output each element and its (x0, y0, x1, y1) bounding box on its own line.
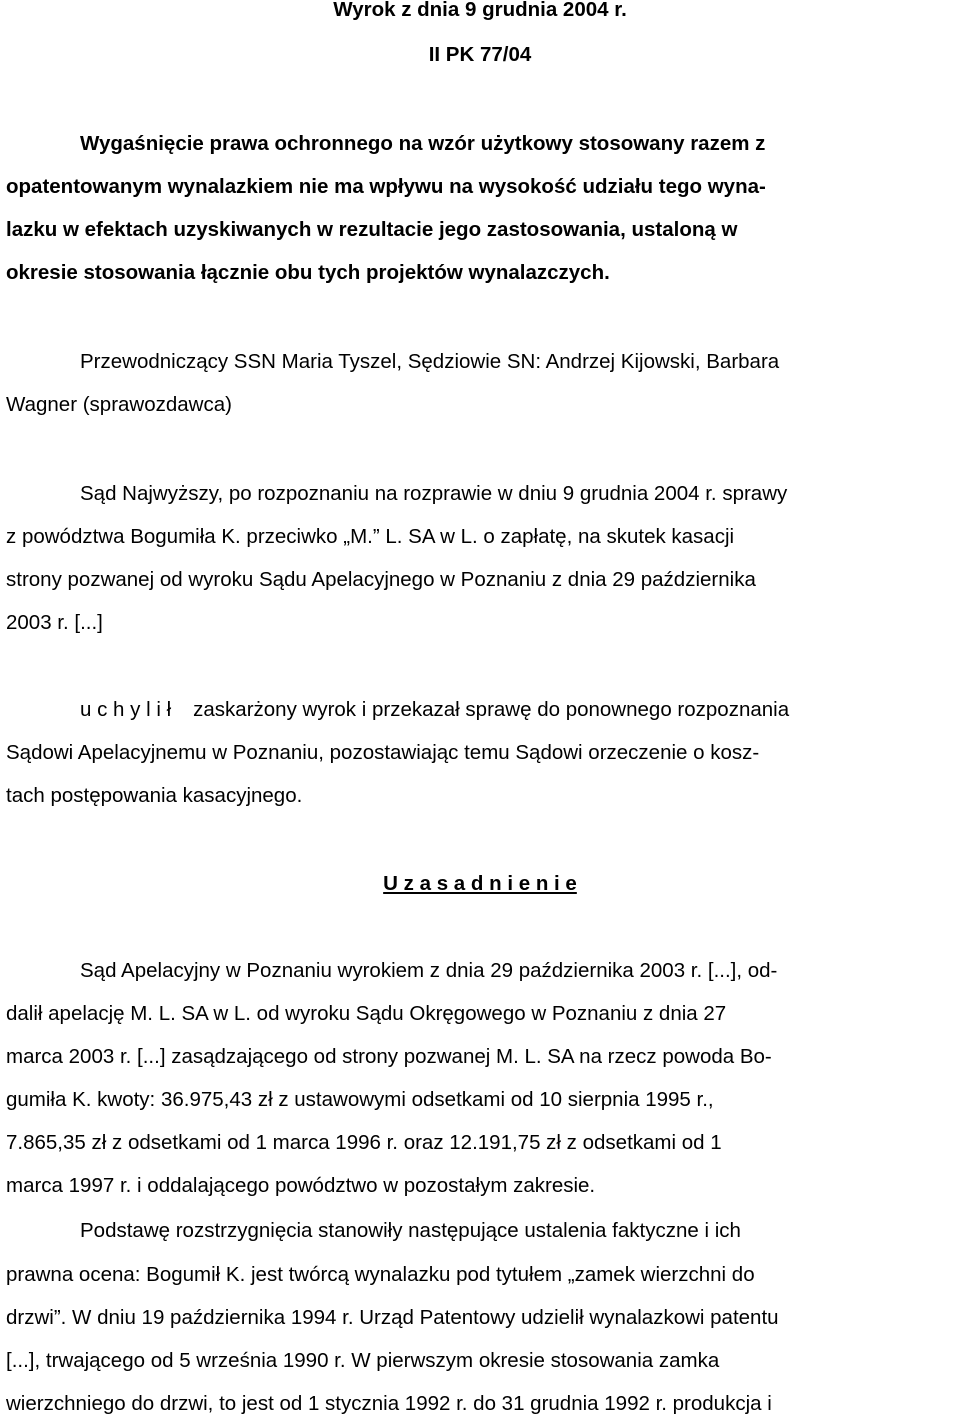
thesis-line: opatentowanym wynalazkiem nie ma wpływu na wysokość udziału tego wyna- (6, 175, 766, 198)
thesis-line: lazku w efektach uzyskiwanych w rezultacie jego zastosowania, ustaloną w (6, 218, 738, 241)
intro-line: Sąd Najwyższy, po rozpoznaniu na rozprawie w dniu 9 grudnia 2004 r. sprawy (80, 482, 788, 505)
paragraph-line: 7.865,35 zł z odsetkami od 1 marca 1996 r. oraz 12.191,75 zł z odsetkami od 1 (6, 1131, 722, 1154)
ruling-line: tach postępowania kasacyjnego. (6, 784, 303, 807)
intro-line: 2003 r. [...] (6, 611, 103, 634)
panel-line: Wagner (sprawozdawca) (6, 393, 232, 416)
paragraph-line: Podstawę rozstrzygnięcia stanowiły następujące ustalenia faktyczne i ich (80, 1219, 741, 1242)
paragraph-line: marca 2003 r. [...] zasądzającego od strony pozwanej M. L. SA na rzecz powoda Bo- (6, 1045, 772, 1068)
case-number: II PK 77/04 (428, 43, 532, 66)
intro-line: strony pozwanej od wyroku Sądu Apelacyjnego w Poznaniu z dnia 29 października (6, 568, 756, 591)
paragraph-line: dalił apelację M. L. SA w L. od wyroku Sądu Okręgowego w Poznaniu z dnia 27 (6, 1002, 727, 1025)
justification-heading: U z a s a d n i e n i e (383, 872, 577, 895)
ruling-line: Sądowi Apelacyjnemu w Poznaniu, pozostawiając temu Sądowi orzeczenie o kosz- (6, 741, 760, 764)
ruling-first-line (80, 698, 789, 722)
ruling-keyword: u c h y l i ł (80, 698, 172, 721)
paragraph-line: marca 1997 r. i oddalającego powództwo w pozostałym zakresie. (6, 1174, 596, 1197)
paragraph-line: wierzchniego do drzwi, to jest od 1 stycznia 1992 r. do 31 grudnia 1992 r. produkcja i (6, 1392, 772, 1415)
paragraph-line: drzwi”. W dniu 19 października 1994 r. Urząd Patentowy udzielił wynalazkowi patentu (6, 1306, 779, 1329)
paragraph-line: prawna ocena: Bogumił K. jest twórcą wynalazku pod tytułem „zamek wierzchni do (6, 1263, 755, 1286)
paragraph-line: gumiła K. kwoty: 36.975,43 zł z ustawowymi odsetkami od 10 sierpnia 1995 r., (6, 1088, 714, 1111)
paragraph-line: Sąd Apelacyjny w Poznaniu wyrokiem z dnia 29 października 2003 r. [...], od- (80, 959, 778, 982)
thesis-line: okresie stosowania łącznie obu tych projektów wynalazczych. (6, 261, 610, 284)
intro-line: z powództwa Bogumiła K. przeciwko „M.” L. SA w L. o zapłatę, na skutek kasacji (6, 525, 735, 548)
panel-line: Przewodniczący SSN Maria Tyszel, Sędziowie SN: Andrzej Kijowski, Barbara (80, 350, 780, 373)
judgment-title: Wyrok z dnia 9 grudnia 2004 r. (333, 0, 627, 21)
thesis-line: Wygaśnięcie prawa ochronnego na wzór użytkowy stosowany razem z (80, 132, 766, 155)
ruling-text: zaskarżony wyrok i przekazał sprawę do ponownego rozpoznania (193, 698, 790, 721)
paragraph-line: [...], trwającego od 5 września 1990 r. W pierwszym okresie stosowania zamka (6, 1349, 720, 1372)
